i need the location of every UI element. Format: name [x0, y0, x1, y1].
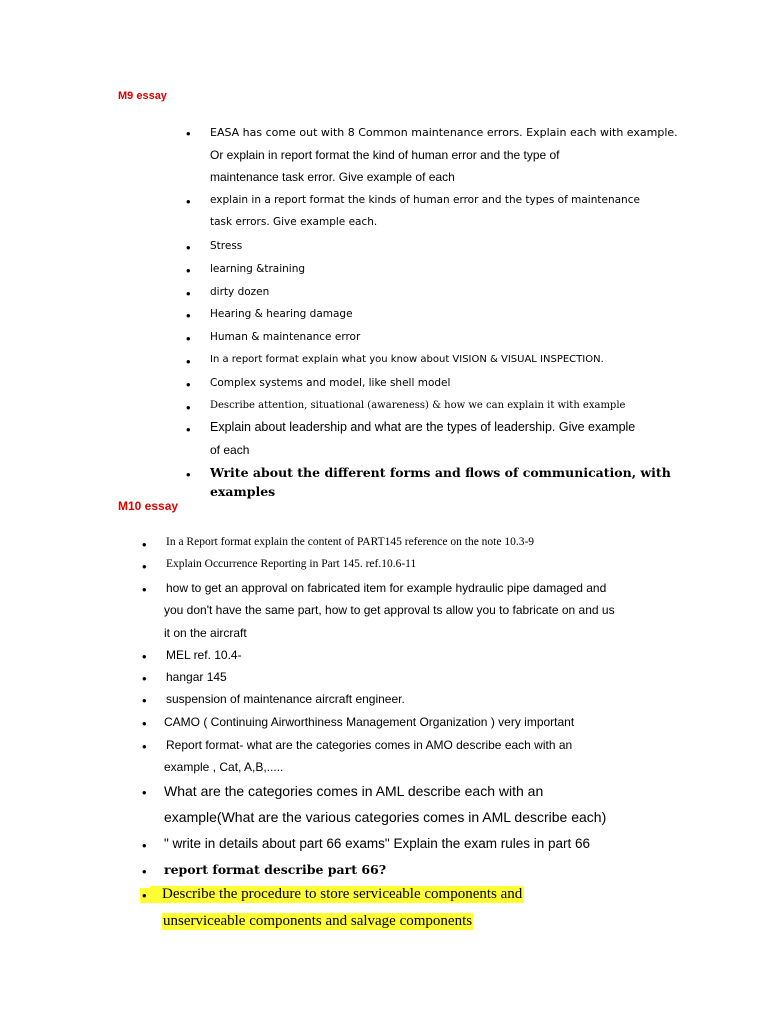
- list-item-line: Report format- what are the categories comes in AMO describe each with an: [166, 738, 573, 752]
- bullet: •: [186, 400, 191, 415]
- list-item-line: Explain Occurrence Reporting in Part 145. ref.10.6-11: [166, 558, 417, 570]
- list-item-line: example , Cat, A,B,.....: [164, 760, 284, 774]
- list-item-line: MEL ref. 10.4-: [166, 648, 242, 662]
- list-item-line: report format describe part 66?: [164, 862, 387, 877]
- bullet: •: [186, 354, 191, 369]
- list-item-line: example(What are the various categories comes in AML describe each): [164, 809, 607, 825]
- list-item-line: Hearing & hearing damage: [210, 308, 353, 320]
- list-item-line: how to get an approval on fabricated item for example hydraulic pipe damaged and: [166, 581, 607, 595]
- bullet: •: [142, 693, 147, 708]
- bullet: •: [186, 126, 191, 141]
- list-item-line: examples: [210, 484, 276, 499]
- bullet: •: [186, 377, 191, 392]
- list-item-line: Human & maintenance error: [210, 331, 361, 343]
- bullet: •: [142, 537, 147, 552]
- list-item-line: learning &training: [210, 263, 306, 275]
- list-item-line: suspension of maintenance aircraft engineer.: [166, 692, 405, 706]
- bullet: •: [186, 308, 191, 323]
- list-item-line: of each: [210, 443, 250, 457]
- list-item-line: Write about the different forms and flows of communication, with: [210, 465, 671, 480]
- bullet: •: [142, 559, 147, 574]
- bullet: •: [186, 263, 191, 278]
- list-item-line: hangar 145: [166, 670, 227, 684]
- list-item-line: Stress: [210, 240, 243, 252]
- bullet: •: [142, 649, 147, 664]
- list-item-line: explain in a report format the kinds of human error and the types of maintenance: [210, 194, 640, 206]
- bullet: •: [186, 467, 191, 482]
- bullet: •: [142, 716, 147, 731]
- list-item-line: Explain about leadership and what are the types of leadership. Give example: [210, 420, 636, 434]
- list-item-line: In a report format explain what you know about VISION & VISUAL INSPECTION.: [210, 354, 604, 365]
- list-item-line: EASA has come out with 8 Common maintenance errors. Explain each with example.: [210, 126, 678, 139]
- bullet: •: [142, 888, 147, 903]
- list-item-line: dirty dozen: [210, 286, 270, 298]
- list-item-line: CAMO ( Continuing Airworthiness Management Organization ) very important: [164, 715, 575, 729]
- list-item-line: What are the categories comes in AML describe each with an: [164, 783, 544, 799]
- bullet: •: [186, 422, 191, 437]
- bullet: •: [186, 194, 191, 209]
- bullet: •: [186, 240, 191, 255]
- bullet: •: [186, 286, 191, 301]
- m10-heading: M10 essay: [118, 499, 179, 513]
- list-item-line: you don't have the same part, how to get approval ts allow you to fabricate on and us: [164, 603, 615, 617]
- list-item-line: Or explain in report format the kind of human error and the type of: [210, 148, 560, 162]
- list-item-line: Complex systems and model, like shell model: [210, 377, 451, 389]
- list-item-line: it on the aircraft: [164, 626, 247, 640]
- bullet: •: [142, 739, 147, 754]
- bullet: •: [142, 785, 147, 800]
- list-item-line: In a Report format explain the content of PART145 reference on the note 10.3-9: [166, 536, 535, 548]
- bullet: •: [186, 331, 191, 346]
- m9-heading: M9 essay: [118, 90, 167, 102]
- bullet: •: [142, 671, 147, 686]
- bullet: •: [142, 864, 147, 879]
- list-item-line: " write in details about part 66 exams" Explain the exam rules in part 66: [164, 836, 591, 851]
- highlighted-list-item-line: unserviceable components and salvage components: [163, 913, 473, 929]
- list-item-line: task errors. Give example each.: [210, 216, 378, 228]
- highlighted-list-item-line: Describe the procedure to store serviceable components and: [150, 886, 524, 903]
- bullet: •: [142, 582, 147, 597]
- bullet: •: [142, 838, 147, 853]
- list-item-line: Describe attention, situational (awareness) & how we can explain it with example: [210, 400, 626, 411]
- list-item-line: maintenance task error. Give example of each: [210, 170, 455, 184]
